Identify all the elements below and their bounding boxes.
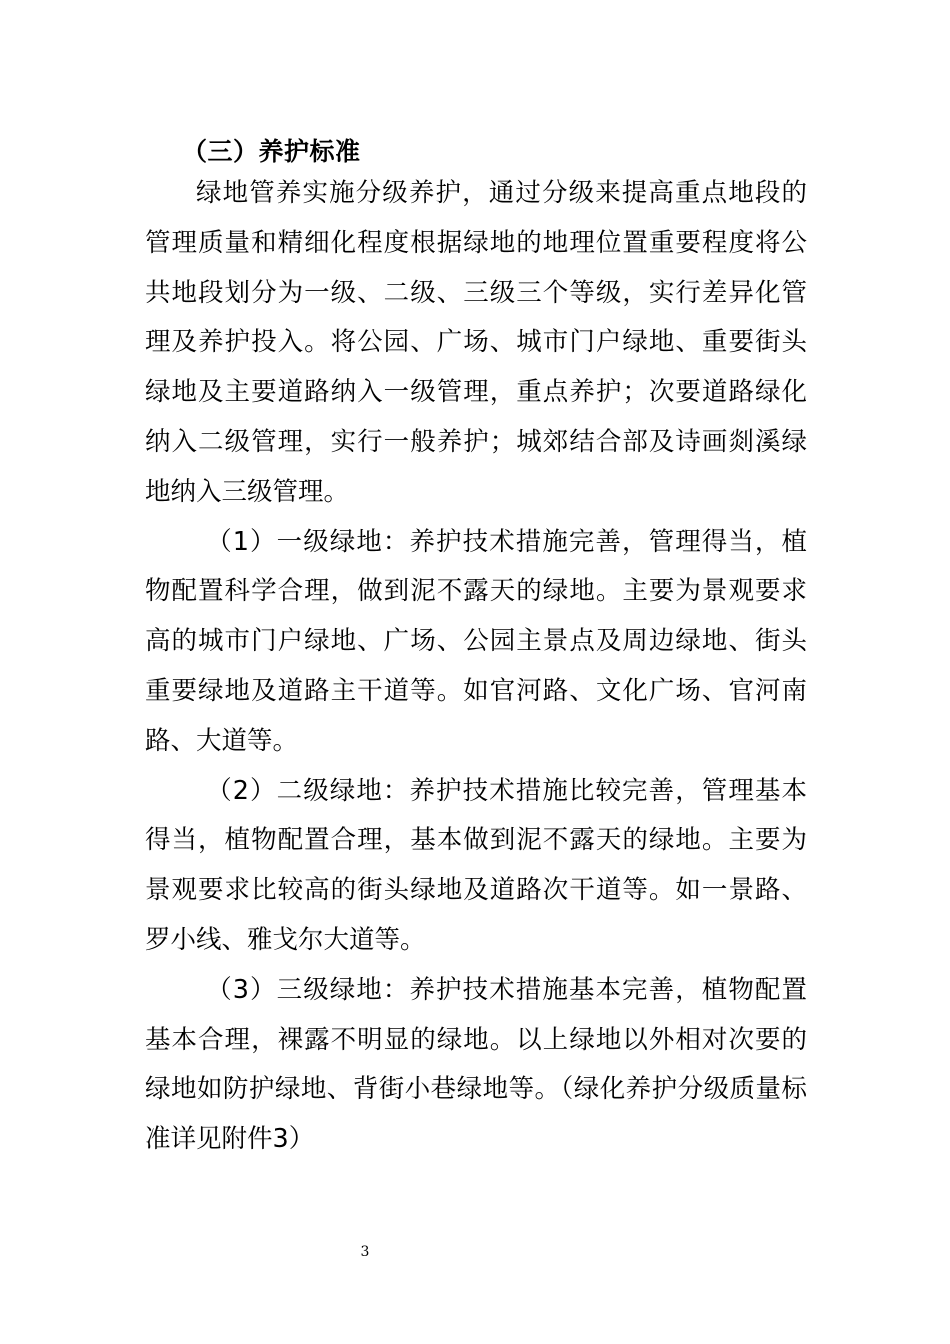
section-body [145, 169, 807, 1165]
paragraph-level-3: （3）三级绿地：养护技术措施基本完善，植物配置基本合理，裸露不明显的绿地。以上绿地以外相对次要的绿地如防护绿地、背街小巷绿地等。（绿化养护分级质量标准详见附件3） [145, 974, 807, 1155]
paragraph-level-1: （1）一级绿地：养护技术措施完善，管理得当，植物配置科学合理，做到泥不露天的绿地。主要为景观要求高的城市门户绿地、广场、公园主景点及周边绿地、街头重要绿地及道路主干道等。如官河路、文化广场、官河南路、大道等。 [145, 526, 807, 756]
section-heading: （三）养护标准 [182, 137, 361, 166]
paragraph-intro: 绿地管养实施分级养护，通过分级来提高重点地段的管理质量和精细化程度根据绿地的地理位置重要程度将公共地段划分为一级、二级、三级三个等级，实行差异化管理及养护投入。将公园、广场、城市门户绿地、重要街头绿地及主要道路纳入一级管理，重点养护；次要道路绿化纳入二级管理，实行一般养护；城郊结合部及诗画剡溪绿地纳入三级管理。 [145, 178, 807, 507]
paragraph-level-2: （2）二级绿地：养护技术措施比较完善，管理基本得当，植物配置合理，基本做到泥不露天的绿地。主要为景观要求比较高的街头绿地及道路次干道等。如一景路、罗小线、雅戈尔大道等。 [145, 775, 807, 955]
page-number: 3 [360, 1244, 370, 1260]
